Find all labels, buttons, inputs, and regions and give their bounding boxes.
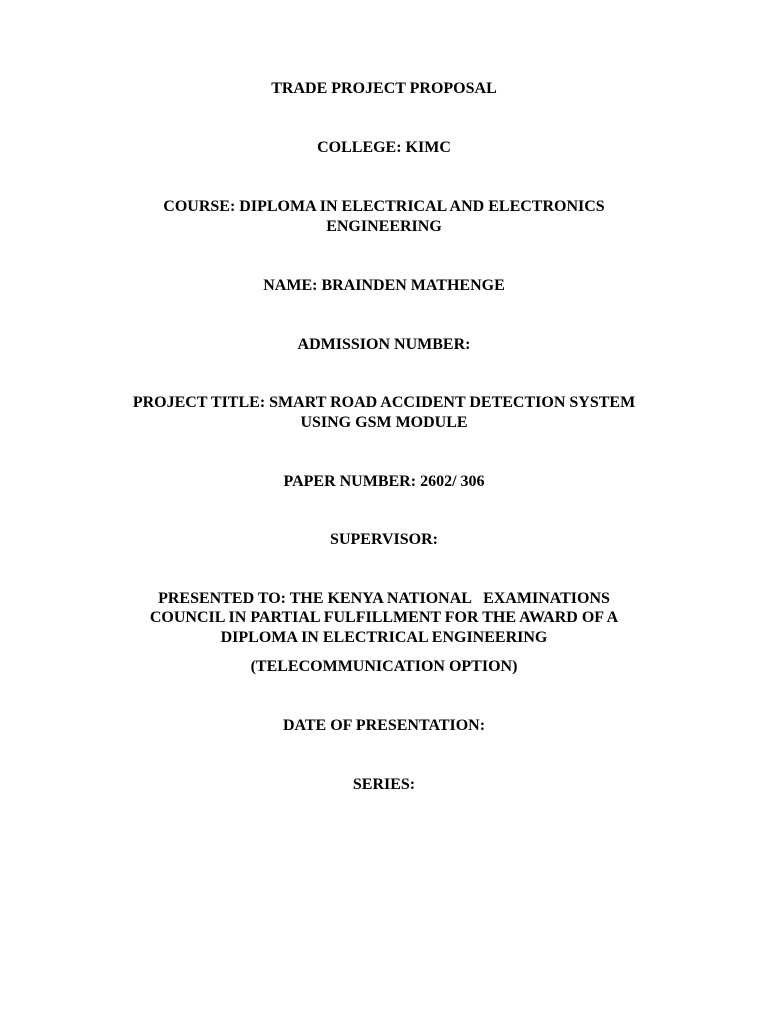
college-line xyxy=(0,138,768,158)
course-line-1 xyxy=(0,197,768,217)
college-text: COLLEGE: KIMC xyxy=(317,139,451,156)
admission-number-text: ADMISSION NUMBER: xyxy=(297,336,471,353)
date-of-presentation-line xyxy=(0,716,768,736)
name-line xyxy=(0,276,768,296)
date-of-presentation-text: DATE OF PRESENTATION: xyxy=(282,717,486,734)
course-text-2: ENGINEERING xyxy=(326,218,442,235)
option-text: (TELECOMMUNICATION OPTION) xyxy=(250,658,518,675)
document-title-text: TRADE PROJECT PROPOSAL xyxy=(271,80,497,97)
supervisor-line xyxy=(0,530,768,550)
presented-line-3 xyxy=(0,628,768,648)
presented-text-2: COUNCIL IN PARTIAL FULFILLMENT FOR THE AWARD OF A xyxy=(149,609,619,626)
course-text-1: COURSE: DIPLOMA IN ELECTRICAL AND ELECTRONICS xyxy=(163,198,605,215)
admission-number-line xyxy=(0,335,768,355)
option-line xyxy=(0,657,768,677)
series-text: SERIES: xyxy=(352,776,416,793)
project-title-text-2: USING GSM MODULE xyxy=(300,414,468,431)
course-line-2 xyxy=(0,217,768,237)
document-title xyxy=(0,79,768,99)
presented-text-1: PRESENTED TO: THE KENYA NATIONAL EXAMINATIONS xyxy=(158,590,610,607)
paper-number-text: PAPER NUMBER: 2602/ 306 xyxy=(283,473,485,490)
series-line xyxy=(0,775,768,795)
name-text: NAME: BRAINDEN MATHENGE xyxy=(263,277,505,294)
project-title-line-2 xyxy=(0,413,768,433)
paper-number-line xyxy=(0,472,768,492)
presented-line-1 xyxy=(0,589,768,609)
project-title-line-1 xyxy=(0,393,768,413)
presented-line-2 xyxy=(0,608,768,628)
presented-text-3: DIPLOMA IN ELECTRICAL ENGINEERING xyxy=(220,629,548,646)
project-title-text-1: PROJECT TITLE: SMART ROAD ACCIDENT DETECTION SYSTEM xyxy=(132,394,636,411)
supervisor-text: SUPERVISOR: xyxy=(330,531,438,548)
